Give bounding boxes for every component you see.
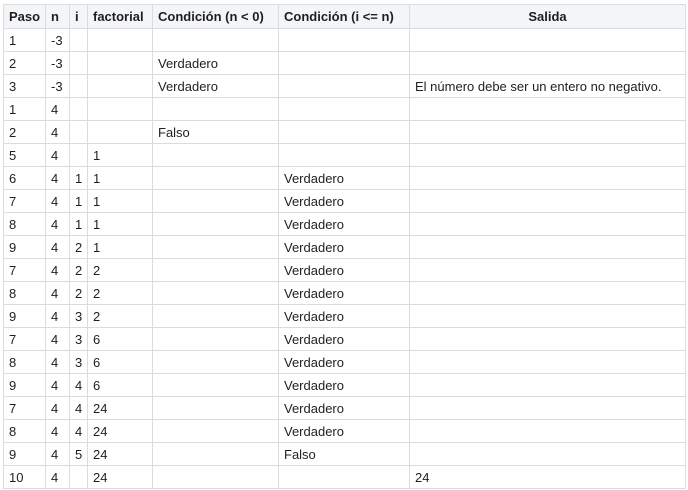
cell-factorial xyxy=(88,98,153,121)
cell-paso: 7 xyxy=(4,259,46,282)
cell-condicion-i: Verdadero xyxy=(279,282,410,305)
cell-i xyxy=(70,144,88,167)
cell-condicion-n xyxy=(153,397,279,420)
cell-salida xyxy=(410,420,686,443)
cell-paso: 5 xyxy=(4,144,46,167)
cell-condicion-n xyxy=(153,29,279,52)
cell-condicion-n xyxy=(153,351,279,374)
cell-condicion-i: Verdadero xyxy=(279,351,410,374)
table-row xyxy=(4,351,686,374)
table-row xyxy=(4,190,686,213)
cell-condicion-n xyxy=(153,213,279,236)
cell-salida xyxy=(410,213,686,236)
table-row xyxy=(4,466,686,489)
cell-condicion-i xyxy=(279,75,410,98)
cell-n: 4 xyxy=(46,190,70,213)
cell-condicion-i xyxy=(279,52,410,75)
cell-condicion-i: Verdadero xyxy=(279,374,410,397)
header-factorial: factorial xyxy=(88,5,153,29)
cell-i: 1 xyxy=(70,190,88,213)
cell-salida xyxy=(410,374,686,397)
cell-salida xyxy=(410,52,686,75)
cell-condicion-i: Verdadero xyxy=(279,213,410,236)
cell-condicion-n xyxy=(153,328,279,351)
cell-i: 1 xyxy=(70,167,88,190)
cell-paso: 7 xyxy=(4,190,46,213)
table-row xyxy=(4,167,686,190)
cell-n: -3 xyxy=(46,52,70,75)
cell-n: 4 xyxy=(46,397,70,420)
table-row xyxy=(4,213,686,236)
header-row xyxy=(4,5,686,29)
cell-condicion-i xyxy=(279,144,410,167)
cell-factorial: 24 xyxy=(88,466,153,489)
cell-salida xyxy=(410,443,686,466)
cell-condicion-i: Falso xyxy=(279,443,410,466)
cell-factorial: 24 xyxy=(88,443,153,466)
cell-salida: El número debe ser un entero no negativo. xyxy=(410,75,686,98)
table-row xyxy=(4,144,686,167)
cell-paso: 2 xyxy=(4,121,46,144)
cell-n: 4 xyxy=(46,282,70,305)
cell-factorial: 1 xyxy=(88,144,153,167)
cell-n: 4 xyxy=(46,443,70,466)
cell-paso: 10 xyxy=(4,466,46,489)
cell-condicion-i: Verdadero xyxy=(279,190,410,213)
cell-n: 4 xyxy=(46,328,70,351)
cell-salida xyxy=(410,282,686,305)
table-row xyxy=(4,374,686,397)
cell-n: 4 xyxy=(46,351,70,374)
cell-factorial xyxy=(88,29,153,52)
cell-salida xyxy=(410,236,686,259)
cell-condicion-i xyxy=(279,466,410,489)
cell-factorial: 1 xyxy=(88,236,153,259)
cell-factorial: 24 xyxy=(88,397,153,420)
cell-n: 4 xyxy=(46,144,70,167)
cell-n: -3 xyxy=(46,29,70,52)
cell-factorial: 24 xyxy=(88,420,153,443)
cell-salida xyxy=(410,397,686,420)
table-row xyxy=(4,443,686,466)
table-row xyxy=(4,282,686,305)
cell-condicion-n xyxy=(153,420,279,443)
cell-condicion-i: Verdadero xyxy=(279,236,410,259)
cell-i xyxy=(70,98,88,121)
cell-n: 4 xyxy=(46,213,70,236)
trace-table-container xyxy=(3,4,686,489)
cell-i xyxy=(70,466,88,489)
cell-salida xyxy=(410,190,686,213)
cell-paso: 7 xyxy=(4,397,46,420)
cell-condicion-i xyxy=(279,98,410,121)
cell-condicion-i: Verdadero xyxy=(279,259,410,282)
cell-factorial: 6 xyxy=(88,374,153,397)
table-header xyxy=(4,5,686,29)
cell-n: 4 xyxy=(46,374,70,397)
cell-salida xyxy=(410,144,686,167)
cell-paso: 9 xyxy=(4,374,46,397)
cell-condicion-i xyxy=(279,29,410,52)
cell-condicion-n xyxy=(153,144,279,167)
cell-paso: 9 xyxy=(4,443,46,466)
cell-factorial: 2 xyxy=(88,282,153,305)
cell-salida: 24 xyxy=(410,466,686,489)
cell-i: 5 xyxy=(70,443,88,466)
cell-n: 4 xyxy=(46,167,70,190)
cell-factorial: 1 xyxy=(88,213,153,236)
cell-i: 3 xyxy=(70,305,88,328)
cell-paso: 8 xyxy=(4,213,46,236)
trace-table xyxy=(3,4,686,489)
table-row xyxy=(4,305,686,328)
cell-factorial: 6 xyxy=(88,351,153,374)
cell-condicion-n: Verdadero xyxy=(153,52,279,75)
cell-factorial xyxy=(88,121,153,144)
cell-paso: 9 xyxy=(4,305,46,328)
cell-paso: 3 xyxy=(4,75,46,98)
table-row xyxy=(4,397,686,420)
cell-condicion-n xyxy=(153,190,279,213)
table-row xyxy=(4,121,686,144)
table-row xyxy=(4,328,686,351)
cell-condicion-n xyxy=(153,443,279,466)
cell-i xyxy=(70,121,88,144)
header-condicion-n: Condición (n < 0) xyxy=(153,5,279,29)
cell-condicion-i: Verdadero xyxy=(279,167,410,190)
cell-i xyxy=(70,29,88,52)
cell-paso: 1 xyxy=(4,29,46,52)
cell-paso: 2 xyxy=(4,52,46,75)
cell-factorial: 1 xyxy=(88,167,153,190)
cell-n: -3 xyxy=(46,75,70,98)
cell-n: 4 xyxy=(46,259,70,282)
cell-n: 4 xyxy=(46,466,70,489)
cell-condicion-n xyxy=(153,374,279,397)
cell-salida xyxy=(410,328,686,351)
cell-paso: 8 xyxy=(4,420,46,443)
cell-paso: 8 xyxy=(4,282,46,305)
cell-factorial xyxy=(88,75,153,98)
header-condicion-i: Condición (i <= n) xyxy=(279,5,410,29)
cell-salida xyxy=(410,305,686,328)
cell-n: 4 xyxy=(46,420,70,443)
cell-n: 4 xyxy=(46,305,70,328)
cell-condicion-i: Verdadero xyxy=(279,305,410,328)
cell-n: 4 xyxy=(46,98,70,121)
cell-condicion-i: Verdadero xyxy=(279,420,410,443)
cell-paso: 9 xyxy=(4,236,46,259)
cell-salida xyxy=(410,29,686,52)
cell-condicion-i: Verdadero xyxy=(279,328,410,351)
cell-i xyxy=(70,75,88,98)
cell-i: 3 xyxy=(70,328,88,351)
cell-factorial: 2 xyxy=(88,305,153,328)
cell-condicion-n xyxy=(153,236,279,259)
header-n: n xyxy=(46,5,70,29)
cell-factorial: 6 xyxy=(88,328,153,351)
cell-paso: 7 xyxy=(4,328,46,351)
cell-factorial xyxy=(88,52,153,75)
table-row xyxy=(4,420,686,443)
header-i: i xyxy=(70,5,88,29)
cell-salida xyxy=(410,98,686,121)
cell-salida xyxy=(410,121,686,144)
header-paso: Paso xyxy=(4,5,46,29)
cell-condicion-n xyxy=(153,167,279,190)
table-row xyxy=(4,236,686,259)
cell-i: 3 xyxy=(70,351,88,374)
cell-salida xyxy=(410,351,686,374)
cell-condicion-n xyxy=(153,282,279,305)
cell-paso: 1 xyxy=(4,98,46,121)
table-body xyxy=(4,29,686,489)
cell-factorial: 1 xyxy=(88,190,153,213)
cell-paso: 8 xyxy=(4,351,46,374)
table-row xyxy=(4,52,686,75)
cell-condicion-n xyxy=(153,98,279,121)
cell-i: 1 xyxy=(70,213,88,236)
cell-i: 2 xyxy=(70,259,88,282)
cell-salida xyxy=(410,167,686,190)
cell-condicion-n: Falso xyxy=(153,121,279,144)
cell-n: 4 xyxy=(46,121,70,144)
table-row xyxy=(4,259,686,282)
cell-n: 4 xyxy=(46,236,70,259)
cell-salida xyxy=(410,259,686,282)
cell-i: 2 xyxy=(70,282,88,305)
cell-condicion-n xyxy=(153,466,279,489)
cell-i: 4 xyxy=(70,420,88,443)
cell-i: 4 xyxy=(70,397,88,420)
cell-condicion-i: Verdadero xyxy=(279,397,410,420)
table-row xyxy=(4,98,686,121)
cell-condicion-n xyxy=(153,305,279,328)
table-row xyxy=(4,75,686,98)
cell-condicion-n: Verdadero xyxy=(153,75,279,98)
table-row xyxy=(4,29,686,52)
cell-i xyxy=(70,52,88,75)
cell-condicion-n xyxy=(153,259,279,282)
cell-paso: 6 xyxy=(4,167,46,190)
cell-i: 2 xyxy=(70,236,88,259)
cell-i: 4 xyxy=(70,374,88,397)
header-salida: Salida xyxy=(410,5,686,29)
cell-factorial: 2 xyxy=(88,259,153,282)
cell-condicion-i xyxy=(279,121,410,144)
